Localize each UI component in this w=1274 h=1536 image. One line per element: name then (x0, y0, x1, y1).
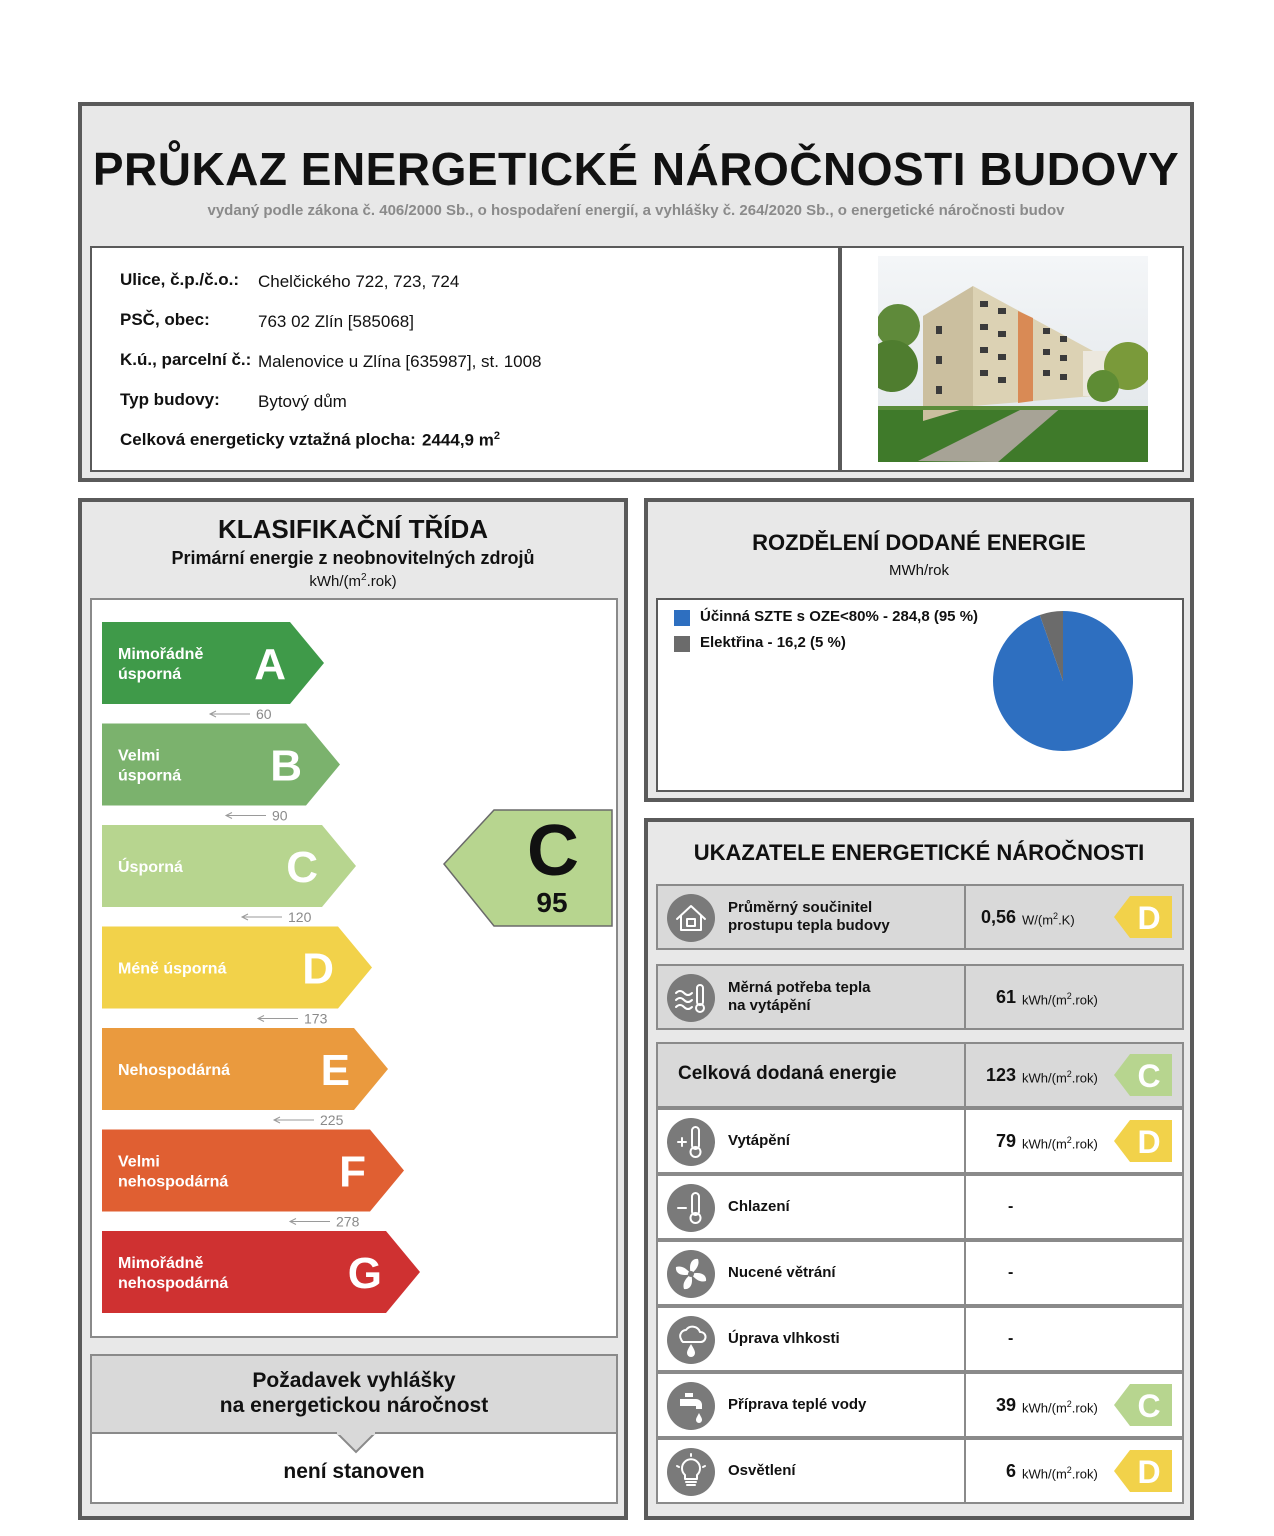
indicator-row (656, 1372, 1184, 1438)
indicator-label: Příprava teplé vody (728, 1396, 867, 1413)
energy-class-letter: G (347, 1249, 382, 1298)
class-badge-d (1114, 896, 1172, 938)
classification-title: KLASIFIKAČNÍ TŘÍDA (217, 514, 489, 544)
energy-class-c-arrow (102, 825, 356, 907)
indicator-row (656, 884, 1184, 950)
row-divider (964, 1176, 966, 1238)
water-tap-icon (666, 1381, 716, 1431)
class-badge-d (1114, 1450, 1172, 1492)
indicator-value: 0,56 (980, 907, 1016, 927)
area-label: Celková energeticky vztažná plocha: (120, 430, 416, 449)
legend-label: Účinná SZTE s OZE<80% - 284,8 (95 %) (700, 608, 979, 625)
indicator-label: Osvětlení (728, 1462, 796, 1479)
class-badge-letter: C (1137, 1058, 1161, 1094)
class-badge-d (1114, 1120, 1172, 1162)
indicator-row (656, 964, 1184, 1030)
indicator-value: - (1008, 1330, 1014, 1347)
requirement-value: není stanoven (283, 1460, 425, 1483)
threshold-value: 173 (304, 1010, 328, 1027)
requirement-title: Požadavek vyhlášky na energetickou náročnost (219, 1369, 489, 1417)
indicator-unit: $W/(m^2.K)$ (1022, 911, 1075, 928)
indicator-value: - (1008, 1264, 1014, 1281)
requirement-header (92, 1356, 616, 1434)
page-subtitle: vydaný podle zákona č. 406/2000 Sb., o hospodaření energií, a vyhlášky č. 264/2020 Sb., o energetické náročnosti budov (207, 202, 1065, 219)
row-divider (964, 1242, 966, 1304)
zip-value: 763 02 Zlín [585068] (258, 312, 414, 331)
indicator-row (656, 1174, 1184, 1240)
indicator-value: 79 (995, 1131, 1016, 1151)
energy-class-label: nehospodárná (118, 1173, 229, 1191)
energy-class-a-arrow (102, 622, 324, 704)
energy-class-scale (90, 598, 618, 1338)
indicator-unit: kWh/$(m^2.rok)$ (1022, 991, 1098, 1008)
cooling-thermometer-icon (666, 1183, 716, 1233)
heat-demand-icon (666, 973, 716, 1023)
indicator-value: 61 (995, 987, 1016, 1007)
house-icon (666, 893, 716, 943)
energy-class-label: Úsporná (118, 859, 183, 876)
indicator-label: Průměrný součinitel prostupu tepla budovy (728, 899, 890, 934)
area-value: 2444,9 $m^2$ (422, 430, 500, 450)
indicator-row (656, 1042, 1184, 1108)
energy-class-letter: B (270, 741, 302, 791)
page-title: PRŮKAZ ENERGETICKÉ NÁROČNOSTI BUDOVY (92, 143, 1180, 195)
indicator-label: Chlazení (728, 1198, 790, 1215)
energy-class-label: úsporná (118, 767, 182, 785)
parcel-value: Malenovice u Zlína [635987], st. 1008 (258, 352, 542, 371)
energy-class-label: Velmi (118, 1153, 160, 1171)
header-panel (78, 102, 1194, 482)
class-badge-letter: C (1137, 1388, 1161, 1424)
energy-class-e-arrow (102, 1028, 388, 1110)
indicator-label: Nucené větrání (728, 1264, 836, 1281)
classification-subtitle: Primární energie z neobnovitelných zdrojů (171, 548, 535, 568)
energy-class-g-arrow (102, 1231, 420, 1313)
parcel-label: K.ú., parcelní č.: (120, 350, 252, 369)
indicator-unit: kWh/$(m^2.rok)$ (1022, 1069, 1098, 1086)
energy-class-label: Mimořádně (118, 646, 204, 663)
energy-class-label: úsporná (118, 666, 182, 683)
class-badge-letter: D (1137, 1124, 1161, 1160)
threshold-value: 225 (320, 1112, 344, 1128)
energy-class-label: Velmi (118, 747, 160, 765)
row-divider (964, 1308, 966, 1370)
result-class-letter: C (527, 811, 579, 891)
legend-swatch-grey (674, 636, 690, 652)
energy-class-label: Mimořádně (118, 1255, 204, 1272)
energy-class-d-arrow (102, 927, 372, 1009)
building-info-box (90, 246, 840, 472)
indicator-value: 123 (985, 1065, 1016, 1085)
threshold-value: 90 (272, 807, 288, 824)
indicator-label: Vytápění (728, 1132, 790, 1149)
energy-class-letter: C (286, 843, 318, 892)
energy-class-b-arrow (102, 724, 340, 806)
energy-class-letter: E (320, 1046, 350, 1095)
energy-class-label: nehospodárná (118, 1275, 229, 1292)
indicator-unit: kWh/$(m^2.rok)$ (1022, 1399, 1098, 1416)
legend-swatch-blue (674, 610, 690, 626)
energy-class-letter: F (339, 1147, 366, 1197)
requirement-box (90, 1354, 618, 1504)
energy-class-letter: A (254, 640, 286, 689)
indicator-label: Měrná potřeba tepla na vytápění (728, 979, 871, 1014)
indicator-row (656, 1438, 1184, 1504)
energy-split-pie (988, 606, 1138, 756)
result-class-value: 95 (536, 887, 568, 918)
energy-class-letter: D (302, 944, 334, 994)
classification-unit: kWh/$(m^2.rok)$ (309, 572, 397, 590)
indicator-value: 6 (1005, 1461, 1016, 1481)
light-bulb-icon (666, 1447, 716, 1497)
indicator-unit: kWh/$(m^2.rok)$ (1022, 1465, 1098, 1482)
result-class-arrow (444, 810, 612, 926)
threshold-value: 120 (288, 909, 312, 925)
energy-class-scale-graphic (92, 600, 616, 1336)
indicator-row (656, 1108, 1184, 1174)
indicator-value: - (1008, 1198, 1014, 1215)
street-value: Chelčického 722, 723, 724 (258, 272, 460, 291)
class-badge-letter: D (1137, 900, 1161, 936)
building-photo (878, 256, 1148, 462)
street-label: Ulice, č.p./č.o.: (120, 270, 240, 289)
energy-split-panel (644, 498, 1194, 802)
indicator-label: Úprava vlhkosti (728, 1330, 840, 1347)
class-badge-c (1114, 1054, 1172, 1096)
energy-class-f-arrow (102, 1130, 404, 1212)
zip-label: PSČ, obec: (120, 310, 210, 329)
energy-split-chart-box (656, 598, 1184, 792)
building-type-label: Typ budovy: (120, 390, 220, 409)
class-badge-c (1114, 1384, 1172, 1426)
building-type-value: Bytový dům (258, 392, 347, 411)
indicator-unit: kWh/$(m^2.rok)$ (1022, 1135, 1098, 1152)
energy-split-title: ROZDĚLENÍ DODANÉ ENERGIE (752, 530, 1086, 555)
indicator-row (656, 1306, 1184, 1372)
humidity-icon (666, 1315, 716, 1365)
class-badge-letter: D (1137, 1454, 1161, 1490)
indicator-label: Celková dodaná energie (678, 1063, 897, 1084)
legend-label: Elektřina - 16,2 (5 %) (700, 634, 846, 651)
heating-thermometer-icon (666, 1117, 716, 1167)
classification-panel (78, 498, 628, 1520)
requirement-pointer (336, 1432, 376, 1454)
indicator-row (656, 1240, 1184, 1306)
energy-class-label: Nehospodárná (118, 1062, 231, 1079)
energy-split-unit: MWh/rok (889, 562, 949, 579)
energy-class-label: Méně úsporná (118, 960, 227, 978)
indicators-panel (644, 818, 1194, 1520)
building-photo-box (840, 246, 1184, 472)
indicator-value: 39 (995, 1395, 1016, 1415)
threshold-value: 278 (336, 1213, 360, 1230)
threshold-value: 60 (256, 706, 272, 722)
indicators-title: UKAZATELE ENERGETICKÉ NÁROČNOSTI (693, 840, 1145, 865)
fan-icon (666, 1249, 716, 1299)
